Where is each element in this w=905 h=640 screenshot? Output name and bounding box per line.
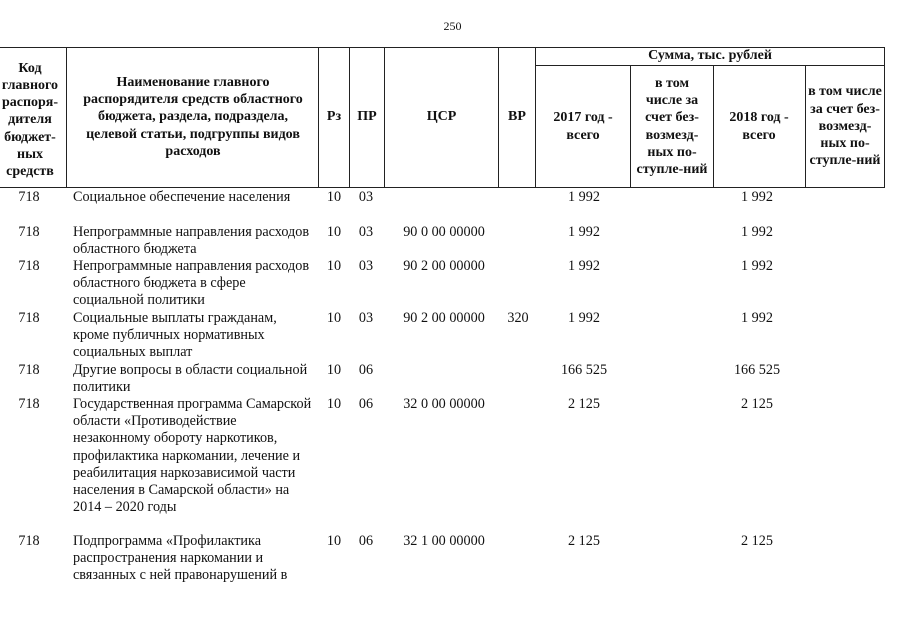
name-cell: Государственная программа Самарской области «Противодействие незаконному обороту наркотиков, профилактика наркомании, лечение и реабилитация наркозависимой части населения в Самарской области» на 2014 – 2020 годы bbox=[73, 396, 312, 516]
rz-cell: 10 bbox=[326, 396, 342, 412]
sum-2018-cell: 2 125 bbox=[741, 533, 773, 549]
kod-cell: 718 bbox=[18, 310, 40, 326]
sum-2017-cell: 1 992 bbox=[568, 310, 600, 326]
header-sum: Сумма, тыс. рублей bbox=[648, 48, 772, 64]
sum-2018-cell: 1 992 bbox=[741, 224, 773, 240]
pr-cell: 06 bbox=[358, 362, 374, 378]
col-divider bbox=[713, 65, 714, 188]
name-cell: Непрограммные направления расходов областного бюджета в сфере социальной политики bbox=[73, 258, 310, 309]
col-divider bbox=[630, 65, 631, 188]
pr-cell: 03 bbox=[358, 258, 374, 274]
header-bottom-rule bbox=[0, 187, 884, 188]
kod-cell: 718 bbox=[18, 258, 40, 274]
sum-2018-cell: 1 992 bbox=[741, 189, 773, 205]
page-number: 250 bbox=[443, 19, 462, 33]
csr-cell: 90 0 00 00000 bbox=[403, 224, 485, 240]
sum-2017-cell: 1 992 bbox=[568, 224, 600, 240]
rz-cell: 10 bbox=[326, 224, 342, 240]
col-divider bbox=[884, 47, 885, 188]
sum-2017-cell: 2 125 bbox=[568, 533, 600, 549]
header-kod: Код главного распоря-дителя бюджет-ных средств bbox=[1, 60, 59, 179]
header-2018-free: в том числе за счет без-возмезд-ных по-ступле-ний bbox=[808, 84, 882, 169]
header-rz: Рз bbox=[326, 109, 342, 125]
header-pr: ПР bbox=[357, 109, 377, 125]
header-2018-total: 2018 год - всего bbox=[729, 110, 789, 143]
sum-2018-cell: 1 992 bbox=[741, 258, 773, 274]
header-2017-total: 2017 год - всего bbox=[553, 110, 613, 143]
kod-cell: 718 bbox=[18, 396, 40, 412]
kod-cell: 718 bbox=[18, 189, 40, 205]
csr-cell: 32 1 00 00000 bbox=[403, 533, 485, 549]
name-cell: Социальное обеспечение населения bbox=[73, 189, 291, 205]
name-cell: Подпрограмма «Профилактика распространения наркомании и связанных с ней правонарушений в bbox=[73, 533, 288, 584]
table-header bbox=[0, 47, 905, 188]
pr-cell: 03 bbox=[358, 224, 374, 240]
pr-cell: 03 bbox=[358, 189, 374, 205]
kod-cell: 718 bbox=[18, 533, 40, 549]
name-cell: Социальные выплаты гражданам, кроме публичных нормативных социальных выплат bbox=[73, 310, 277, 361]
csr-cell: 32 0 00 00000 bbox=[403, 396, 485, 412]
header-vr: ВР bbox=[508, 109, 526, 125]
rz-cell: 10 bbox=[326, 310, 342, 326]
col-divider bbox=[66, 47, 67, 188]
name-cell: Непрограммные направления расходов областного бюджета bbox=[73, 224, 310, 258]
header-name: Наименование главного распорядителя средств областного бюджета, раздела, подраздела, целевой статьи, подгруппы видов расходов bbox=[83, 74, 303, 159]
sum-2018-cell: 166 525 bbox=[733, 362, 781, 378]
sum-2017-cell: 1 992 bbox=[568, 258, 600, 274]
sum-2017-cell: 2 125 bbox=[568, 396, 600, 412]
col-divider bbox=[535, 47, 536, 188]
pr-cell: 06 bbox=[358, 533, 374, 549]
rz-cell: 10 bbox=[326, 533, 342, 549]
header-2017-free: в том числе за счет без-возмезд-ных по-ступле-ний bbox=[636, 75, 708, 177]
sum-2018-cell: 1 992 bbox=[741, 310, 773, 326]
sum-2017-cell: 1 992 bbox=[568, 189, 600, 205]
pr-cell: 06 bbox=[358, 396, 374, 412]
header-csr: ЦСР bbox=[426, 109, 457, 125]
rz-cell: 10 bbox=[326, 258, 342, 274]
pr-cell: 03 bbox=[358, 310, 374, 326]
rz-cell: 10 bbox=[326, 189, 342, 205]
csr-cell: 90 2 00 00000 bbox=[403, 310, 485, 326]
col-divider bbox=[805, 65, 806, 188]
name-cell: Другие вопросы в области социальной политики bbox=[73, 362, 308, 396]
csr-cell: 90 2 00 00000 bbox=[403, 258, 485, 274]
rz-cell: 10 bbox=[326, 362, 342, 378]
sum-2017-cell: 166 525 bbox=[560, 362, 608, 378]
kod-cell: 718 bbox=[18, 224, 40, 240]
vr-cell: 320 bbox=[507, 310, 529, 326]
kod-cell: 718 bbox=[18, 362, 40, 378]
sum-2018-cell: 2 125 bbox=[741, 396, 773, 412]
